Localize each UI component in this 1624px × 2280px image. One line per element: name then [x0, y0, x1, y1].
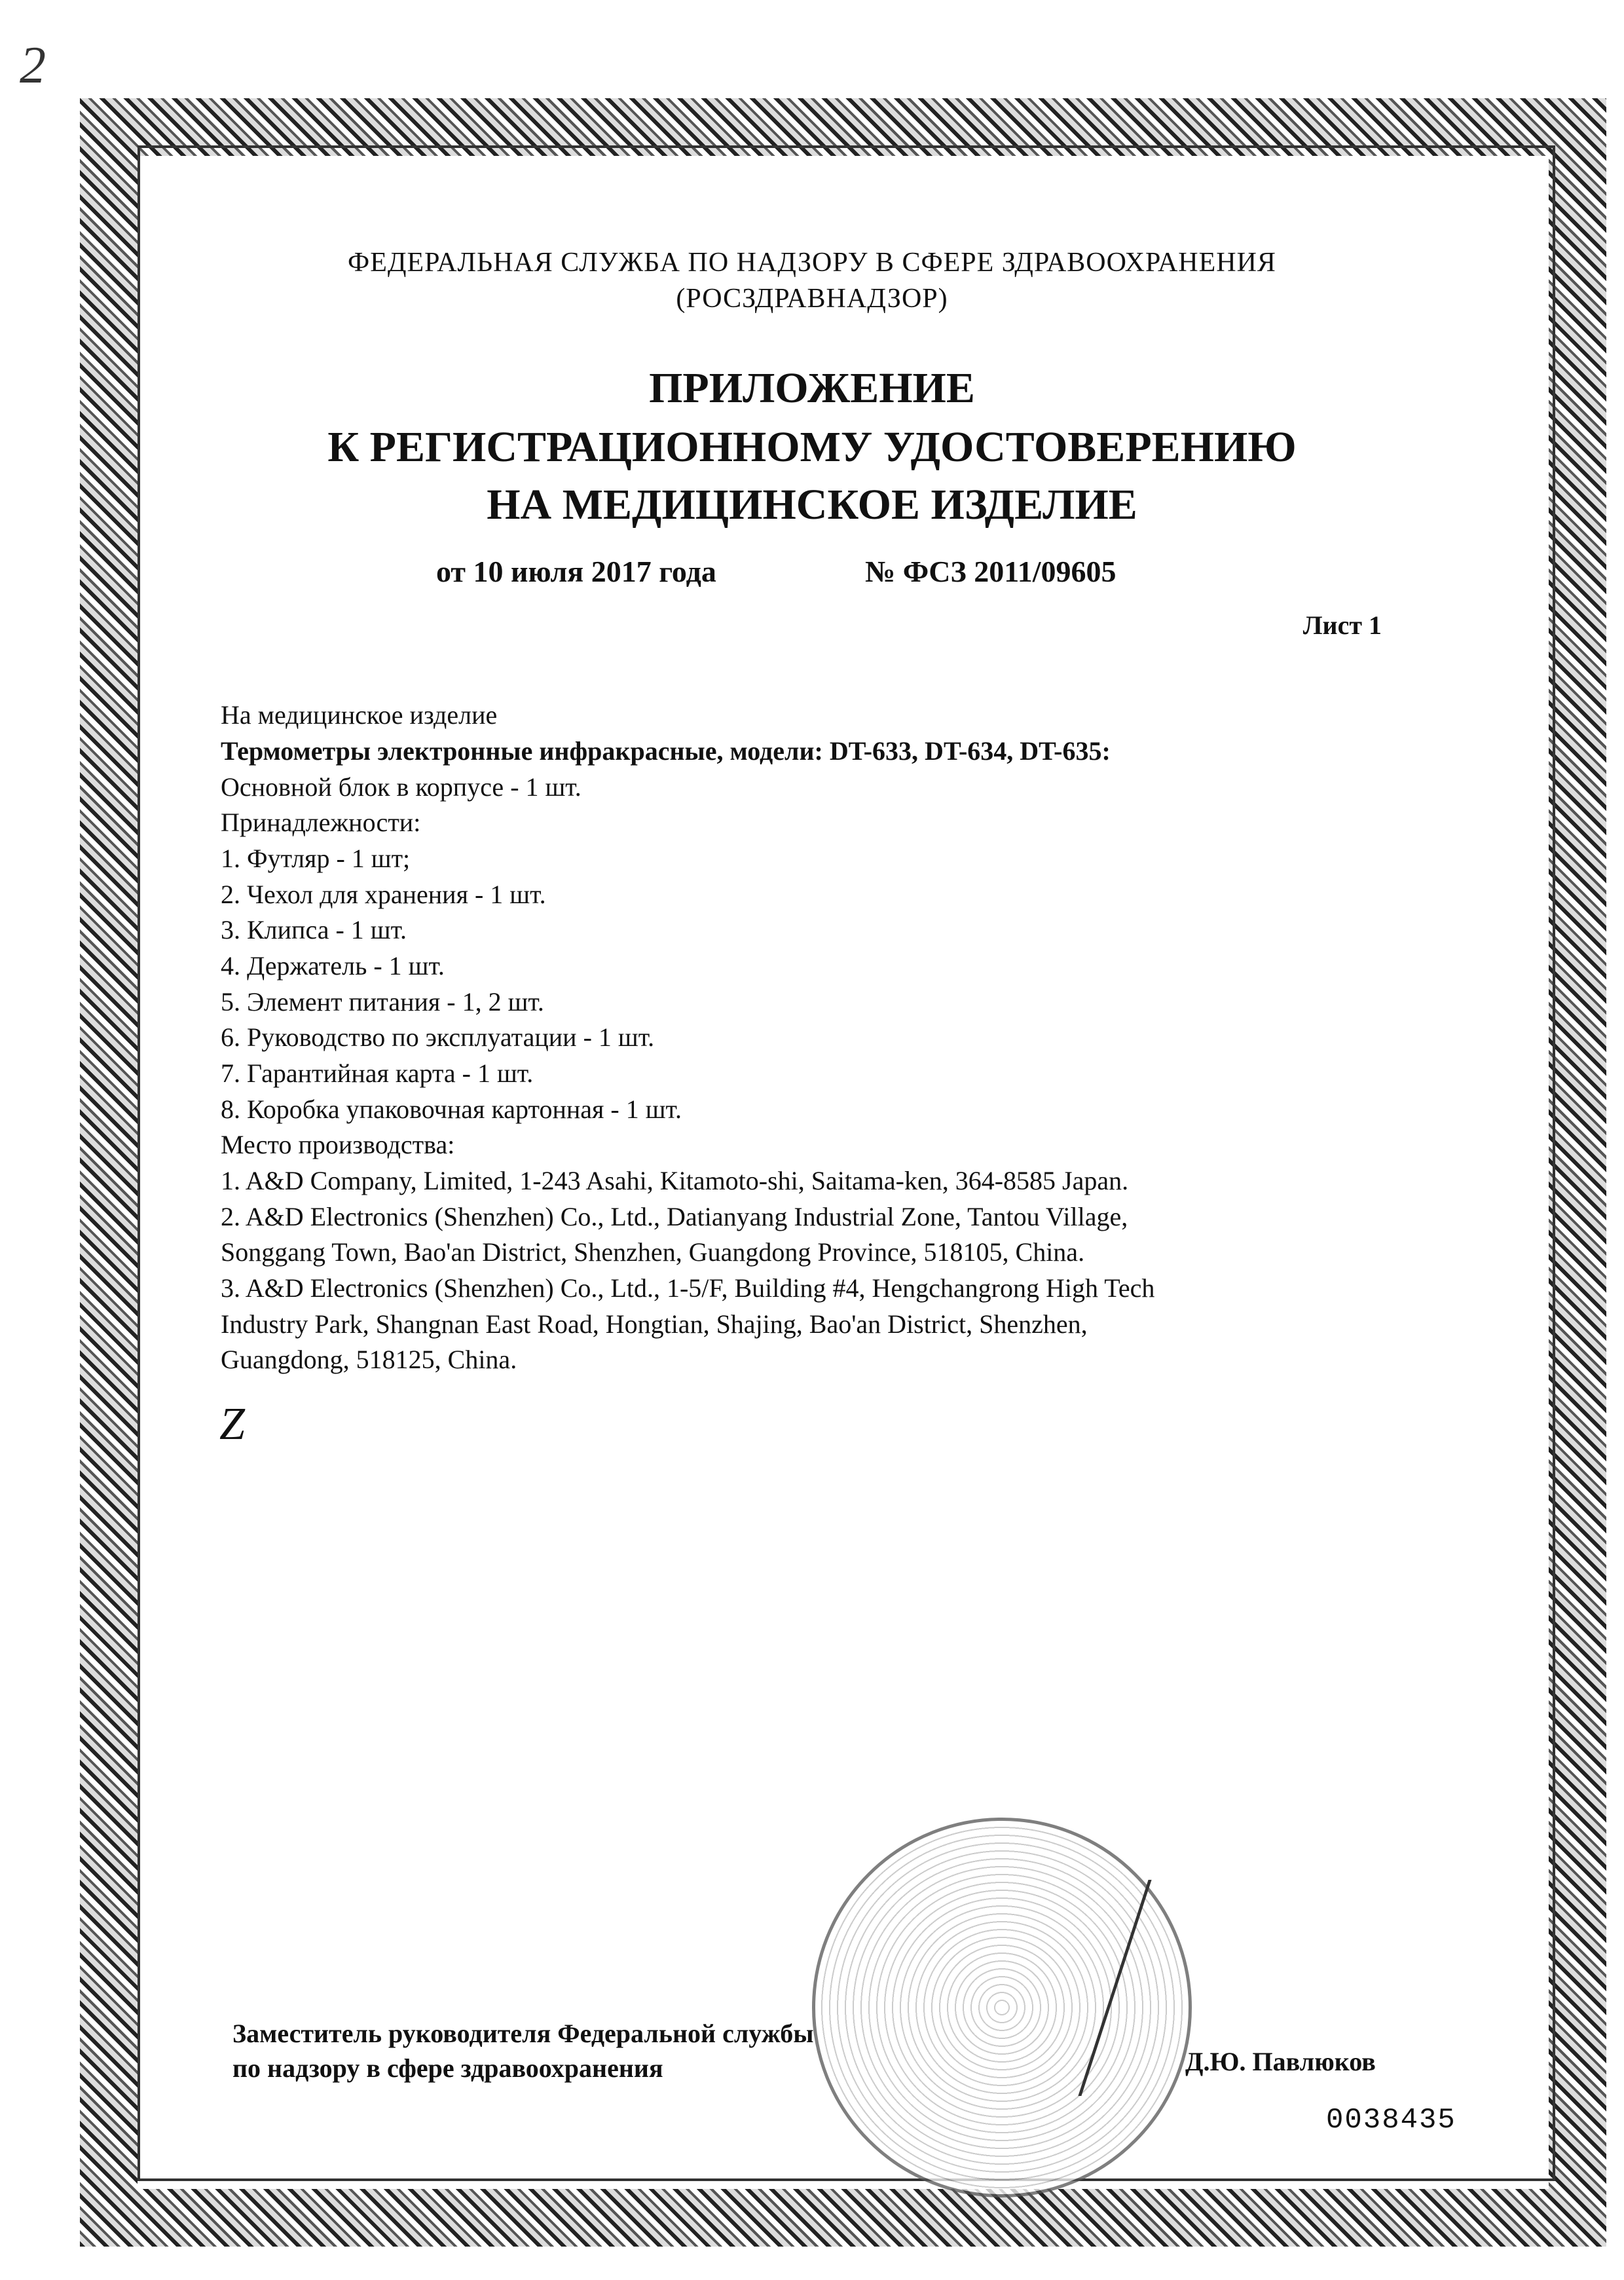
production-line: 1. A&D Company, Limited, 1-243 Asahi, Kitamoto-shi, Saitama-ken, 364-8585 Japan. — [221, 1166, 1129, 1195]
production-line: 2. A&D Electronics (Shenzhen) Co., Ltd., Datianyang Industrial Zone, Tantou Village, — [221, 1202, 1128, 1231]
list-item: 5. Элемент питания - 1, 2 шт. — [221, 987, 544, 1017]
list-item: 4. Держатель - 1 шт. — [221, 951, 445, 981]
list-item: 1. Футляр - 1 шт; — [221, 844, 411, 873]
production-line: Songgang Town, Bao'an District, Shenzhen, Guangdong Province, 518105, China. — [221, 1237, 1085, 1267]
product-name: Термометры электронные инфракрасные, модели: DT-633, DT-634, DT-635: — [221, 736, 1111, 766]
production-label: Место производства: — [221, 1130, 455, 1159]
sheet-number: Лист 1 — [1302, 610, 1382, 640]
list-item: 8. Коробка упаковочная картонная - 1 шт. — [221, 1094, 682, 1124]
intro-text: На медицинское изделие — [221, 700, 498, 730]
list-item: 2. Чехол для хранения - 1 шт. — [221, 880, 546, 909]
serial-number: 0038435 — [1326, 2104, 1456, 2137]
list-item: 3. Клипса - 1 шт. — [221, 915, 407, 944]
signer-position: Заместитель руководителя Федеральной службы — [232, 2019, 814, 2048]
agency-abbr: (РОСЗДРАВНАДЗОР) — [676, 284, 948, 314]
list-item: 6. Руководство по эксплуатации - 1 шт. — [221, 1022, 655, 1052]
production-line: Guangdong, 518125, China. — [221, 1345, 517, 1374]
document-date: от 10 июля 2017 года — [436, 555, 716, 588]
production-line: Industry Park, Shangnan East Road, Hongtian, Shajing, Bao'an District, Shenzhen, — [221, 1309, 1088, 1339]
handwritten-page-number: 2 — [20, 37, 46, 94]
document-title: ПРИЛОЖЕНИЕ — [649, 364, 975, 412]
main-unit: Основной блок в корпусе - 1 шт. — [221, 772, 581, 802]
accessories-label: Принадлежности: — [221, 808, 421, 837]
signer-name: Д.Ю. Павлюков — [1185, 2047, 1376, 2076]
agency-name: ФЕДЕРАЛЬНАЯ СЛУЖБА ПО НАДЗОРУ В СФЕРЕ ЗДРАВООХРАНЕНИЯ — [348, 248, 1276, 278]
list-item: 7. Гарантийная карта - 1 шт. — [221, 1058, 534, 1088]
production-line: 3. A&D Electronics (Shenzhen) Co., Ltd., 1-5/F, Building #4, Hengchangrong High Tech — [221, 1273, 1155, 1303]
document-title-line2: К РЕГИСТРАЦИОННОМУ УДОСТОВЕРЕНИЮ — [327, 423, 1297, 471]
signer-position-line2: по надзору в сфере здравоохранения — [232, 2053, 663, 2083]
document-number: № ФСЗ 2011/09605 — [865, 555, 1116, 588]
handwritten-mark: Z — [219, 1399, 245, 1449]
document-title-line3: НА МЕДИЦИНСКОЕ ИЗДЕЛИЕ — [487, 481, 1137, 529]
